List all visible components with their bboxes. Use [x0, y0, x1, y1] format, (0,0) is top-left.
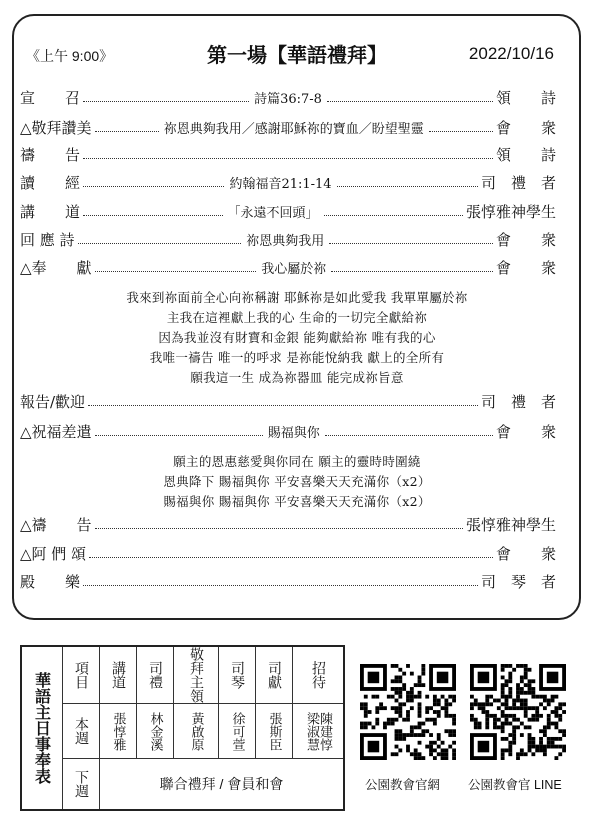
lyric-line: 我來到祢面前全心向祢稱謝 耶穌祢是如此愛我 我單單屬於祢 — [126, 290, 468, 305]
page-title: 第一場【華語禮拜】 — [207, 43, 387, 67]
order-item-leader: 張惇雅神學生 — [465, 515, 556, 534]
website-qr-code[interactable] — [360, 664, 456, 760]
line-qr-label: 公園教會官 LINE — [468, 778, 562, 792]
duty-role-header: 講道 — [99, 647, 136, 703]
order-item-content: 詩篇36:7-8 — [254, 91, 322, 107]
order-item-content: 約翰福音21:1-14 — [229, 176, 332, 192]
order-item-leader: 司 琴 者 — [480, 572, 556, 591]
order-item-content: 祢恩典夠我用 — [246, 233, 325, 249]
order-item-leader: 會 衆 — [496, 230, 557, 249]
leader-dots — [327, 101, 493, 102]
lyric-line: 恩典降下 賜福與你 平安喜樂天天充滿你（x2） — [163, 474, 431, 489]
leader-dots — [83, 158, 493, 159]
leader-dots — [78, 243, 242, 244]
leader-dots — [331, 271, 493, 272]
order-item-content: 「永遠不回頭」 — [227, 205, 319, 221]
lyric-line: 賜福與你 賜福與你 平安喜樂天天充滿你（x2） — [163, 494, 431, 509]
leader-dots — [429, 131, 493, 132]
duty-role-header: 司琴 — [218, 647, 255, 703]
order-item-leader: 張惇雅神學生 — [466, 202, 557, 221]
this-week-header: 本週 — [62, 703, 99, 758]
leader-dots — [325, 435, 493, 436]
order-row — [20, 228, 556, 250]
order-row — [20, 570, 556, 592]
duty-role-header: 敬拜主領 — [173, 647, 218, 703]
order-item-label: 禱 告 — [20, 145, 81, 164]
order-row — [20, 116, 556, 138]
order-item-leader: 會 衆 — [496, 118, 557, 137]
duty-roster-table — [20, 645, 345, 811]
order-item-label: △奉 獻 — [20, 258, 92, 277]
duty-person: 張斯臣 — [255, 703, 292, 758]
leader-dots — [83, 101, 249, 102]
order-item-label: △敬拜讚美 — [20, 118, 92, 137]
lyric-line: 我唯一禱告 唯一的呼求 是祢能悅納我 獻上的全所有 — [149, 350, 445, 365]
order-item-label: 報告/歡迎 — [20, 392, 86, 411]
leader-dots — [89, 557, 493, 558]
item-header: 項目 — [62, 647, 99, 703]
lyric-line: 願主的恩惠慈愛與你同在 願主的靈時時圍繞 — [173, 454, 421, 469]
order-item-label: △禱 告 — [20, 515, 92, 534]
order-row — [20, 420, 556, 442]
order-row — [20, 513, 556, 535]
order-item-label: 回 應 詩 — [20, 230, 75, 249]
duty-person: 林金溪 — [136, 703, 173, 758]
lyric-line: 因為我並沒有財寶和金銀 能夠獻給祢 唯有我的心 — [158, 330, 436, 345]
website-qr-label: 公園教會官網 — [365, 778, 441, 792]
lyric-line: 主我在這裡獻上我的心 生命的一切完全獻給祢 — [166, 310, 428, 325]
order-item-label: △祝福差遣 — [20, 422, 92, 441]
duty-person: 張惇雅 — [99, 703, 136, 758]
leader-dots — [88, 405, 478, 406]
order-item-leader: 領 詩 — [496, 88, 557, 107]
order-item-label: △阿 們 頌 — [20, 544, 87, 563]
leader-dots — [329, 243, 493, 244]
service-time: 《上午 9:00》 — [26, 48, 114, 64]
next-week-note: 聯合禮拜 / 會員和會 — [99, 758, 343, 809]
leader-dots — [324, 215, 463, 216]
leader-dots — [83, 186, 224, 187]
duty-role-header: 司禮 — [136, 647, 173, 703]
service-date: 2022/10/16 — [468, 44, 554, 63]
order-row — [20, 86, 556, 108]
order-row — [20, 171, 556, 193]
leader-dots — [95, 435, 263, 436]
duty-role-header: 司獻 — [255, 647, 292, 703]
lyric-line: 願我這一生 成為祢器皿 能完成祢旨意 — [190, 370, 404, 385]
order-item-leader: 司 禮 者 — [481, 173, 557, 192]
order-row — [20, 542, 556, 564]
order-item-label: 讀 經 — [20, 173, 81, 192]
order-item-leader: 司 禮 者 — [480, 392, 556, 411]
duty-role-header: 招待 — [292, 647, 343, 703]
duty-roster-title: 華語主日事奉表 — [32, 672, 52, 784]
order-item-label: 殿 樂 — [20, 572, 81, 591]
duty-person: 黃啟原 — [173, 703, 218, 758]
order-row — [20, 143, 556, 165]
order-row — [20, 200, 556, 222]
order-item-leader: 領 詩 — [495, 145, 556, 164]
order-row — [20, 256, 556, 278]
order-item-leader: 會 衆 — [495, 544, 556, 563]
order-item-leader: 會 衆 — [496, 422, 557, 441]
leader-dots — [95, 131, 159, 132]
duty-person: 徐可萱 — [218, 703, 255, 758]
order-item-content: 祢恩典夠我用／感謝耶穌祢的寶血／盼望聖靈 — [163, 121, 424, 137]
next-week-header: 下週 — [62, 758, 99, 809]
leader-dots — [95, 271, 257, 272]
line-qr-code[interactable] — [470, 664, 566, 760]
order-item-label: 講 道 — [20, 202, 81, 221]
duty-person: 陳建惇 梁淑慧 — [292, 703, 343, 758]
leader-dots — [83, 585, 478, 586]
order-row — [20, 390, 556, 412]
leader-dots — [83, 215, 222, 216]
order-item-content: 賜福與你 — [267, 425, 320, 441]
leader-dots — [337, 186, 478, 187]
order-item-label: 宣 召 — [20, 88, 81, 107]
leader-dots — [95, 528, 463, 529]
order-item-leader: 會 衆 — [496, 258, 557, 277]
order-item-content: 我心屬於祢 — [261, 261, 327, 277]
